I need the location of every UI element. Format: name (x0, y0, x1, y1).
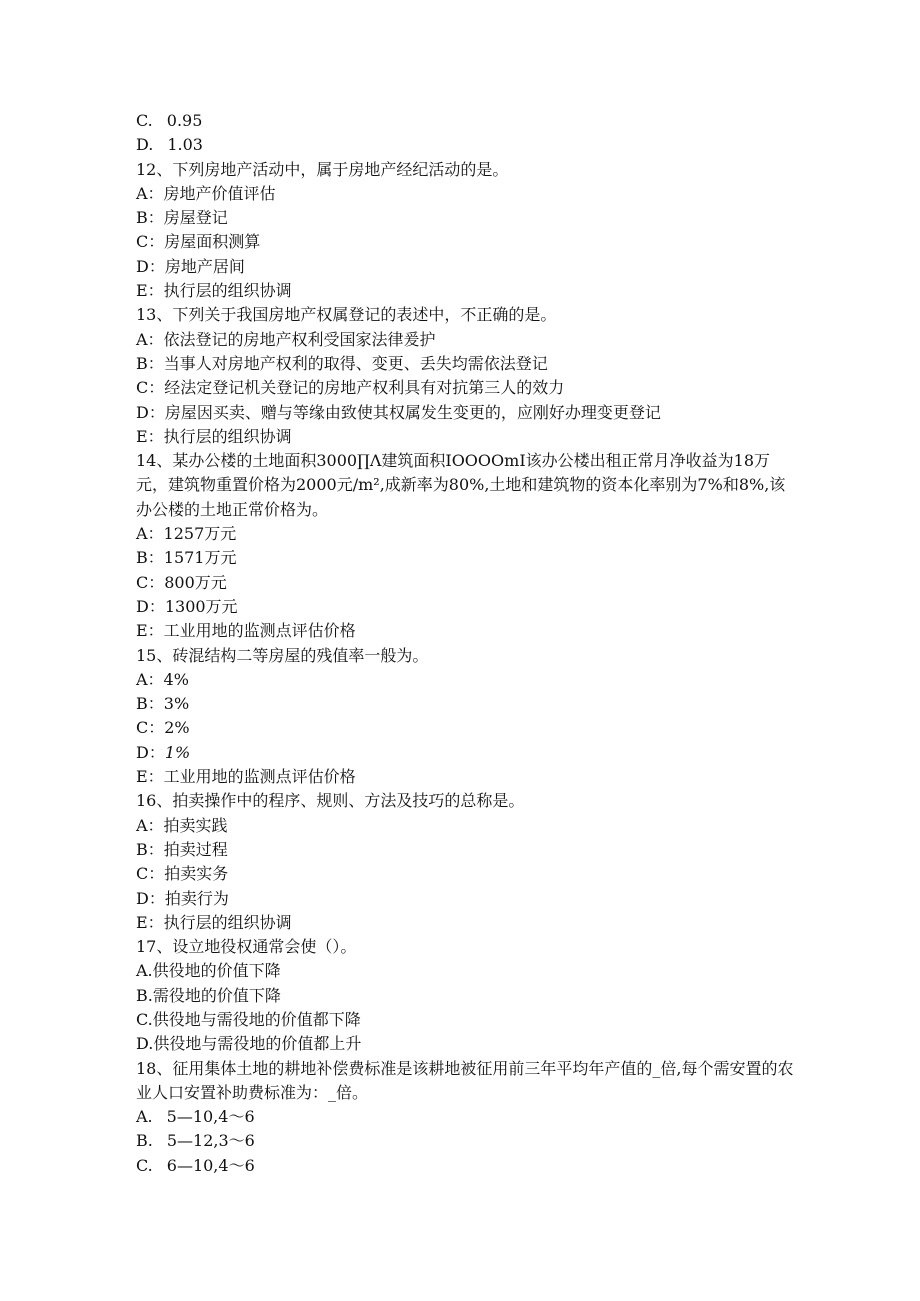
option-line: B.需役地的价值下降 (136, 985, 281, 1005)
option-line: D：1300万元 (136, 596, 238, 616)
option-line: A：依法登记的房地产权利受国家法律爰护 (136, 329, 436, 349)
option-line: E：工业用地的监测点评估价格 (136, 621, 356, 641)
option-line (136, 1154, 796, 1178)
option-line (136, 741, 796, 765)
option-label: D： (136, 742, 165, 762)
option-label: A. (136, 1107, 153, 1127)
option-line: A：4% (136, 669, 189, 689)
option-text: 0.95 (166, 111, 203, 130)
question-15: 15、砖混结构二等房屋的残值率一般为。 (136, 645, 429, 665)
option-line (136, 1105, 796, 1129)
option-line: E：工业用地的监测点评估价格 (136, 767, 356, 787)
option-line: C：2% (136, 718, 190, 738)
option-line: B：拍卖过程 (136, 839, 228, 859)
option-line: C：经法定登记机关登记的房地产权利具有对抗第三人的效力 (136, 378, 565, 398)
option-line: C.供役地与需役地的价值都下降 (136, 1009, 361, 1029)
option-line: A：1257万元 (136, 524, 237, 544)
option-label: B. (136, 1131, 153, 1151)
option-line: D.供役地与需役地的价值都上升 (136, 1034, 362, 1054)
option-line (136, 1129, 796, 1153)
option-text: 5—10,4～6 (166, 1107, 255, 1127)
option-label: C. (136, 111, 153, 130)
option-label: C. (136, 1155, 153, 1175)
option-line: A：房地产价值评估 (136, 183, 276, 203)
question-13: 13、下列关于我国房地产权属登记的表述中，不正确的是。 (136, 305, 557, 325)
option-line: C：拍卖实务 (136, 864, 229, 884)
question-14: 14、某办公楼的土地面积3000∏Λ建筑面积IOOOOmI该办公楼出租正常月净收益为18万元，建筑物重置价格为2000元/m²,成新率为80%,土地和建筑物的资本化率别为7%和8%,该办公楼的土地正常价格为。 (136, 451, 786, 519)
option-text: 6—10,4～6 (166, 1155, 255, 1175)
option-line: E：执行层的组织协调 (136, 912, 292, 932)
option-line: E：执行层的组织协调 (136, 281, 292, 301)
question-18: 18、征用集体土地的耕地补偿费标准是该耕地被征用前三年平均年产值的_倍,每个需安置的农业人口安置补助费标准为：_倍。 (136, 1058, 794, 1102)
option-line: C：房屋面积测算 (136, 232, 261, 252)
option-label: D. (136, 135, 154, 155)
option-line: D：房地产居间 (136, 256, 245, 276)
question-12: 12、下列房地产活动中，属于房地产经纪活动的是。 (136, 159, 509, 179)
question-16: 16、拍卖操作中的程序、规则、方法及技巧的总称是。 (136, 791, 525, 811)
option-line: B：房屋登记 (136, 208, 228, 228)
option-line: C：800万元 (136, 572, 227, 592)
option-text: 1.03 (167, 135, 203, 155)
option-line (136, 109, 796, 133)
option-line: B：1571万元 (136, 548, 237, 568)
option-line: E：执行层的组织协调 (136, 426, 292, 446)
option-line: D：房屋因买卖、赠与等缘由致使其权属发生变更的，应刚好办理变更登记 (136, 402, 661, 422)
option-line: B：3% (136, 694, 190, 714)
option-text: 5—12,3～6 (166, 1131, 255, 1151)
option-line (136, 133, 796, 157)
option-text: 1% (164, 742, 191, 762)
document-body (136, 109, 796, 1178)
question-17: 17、设立地役权通常会使（）。 (136, 937, 357, 957)
option-line: A.供役地的价值下降 (136, 961, 281, 981)
option-line: D：拍卖行为 (136, 888, 229, 908)
option-line: B：当事人对房地产权利的取得、变更、丢失均需依法登记 (136, 353, 548, 373)
option-line: A：拍卖实践 (136, 815, 228, 835)
